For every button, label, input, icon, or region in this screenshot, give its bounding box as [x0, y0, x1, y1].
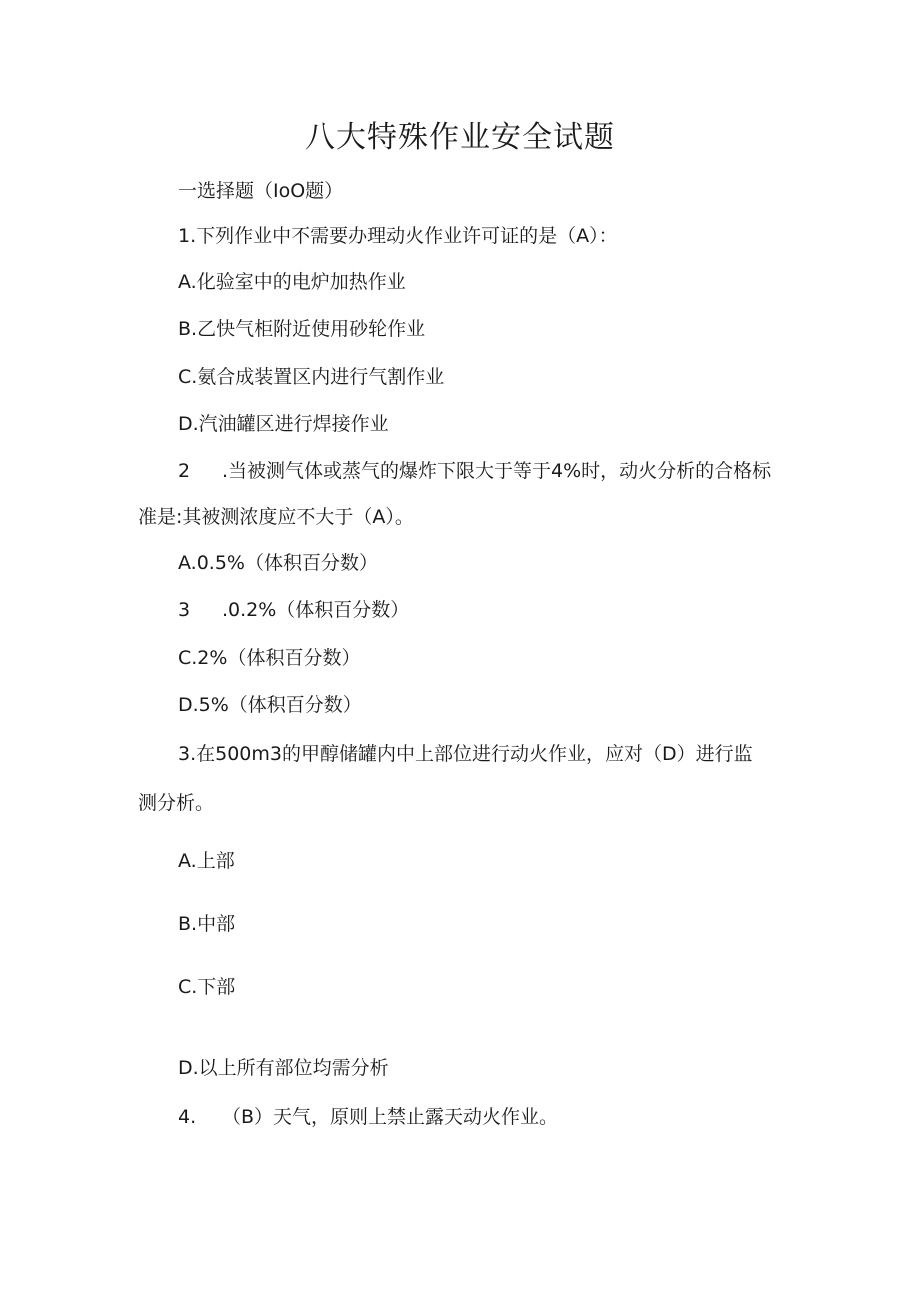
question-2-option-d: D.5%（体积百分数） [178, 694, 362, 716]
question-2-number: 2 [178, 460, 191, 482]
question-4-number: 4. [178, 1106, 197, 1128]
question-2-stem-line1 [178, 458, 771, 484]
question-3-option-d: D.以上所有部位均需分析 [178, 1057, 389, 1079]
question-1-stem: 1.下列作业中不需要办理动火作业许可证的是（A）： [178, 225, 618, 247]
question-2-option-a: A.0.5%（体积百分数） [178, 552, 378, 574]
question-2-option-b-text: .0.2%（体积百分数） [222, 599, 410, 621]
question-3-option-a: A.上部 [178, 850, 235, 872]
question-3-option-b: B.中部 [178, 913, 236, 935]
question-1-option-a: A.化验室中的电炉加热作业 [178, 271, 406, 293]
document-title: 八大特殊作业安全试题 [305, 120, 615, 155]
question-2-option-c: C.2%（体积百分数） [178, 647, 361, 669]
question-3-stem-line2: 测分析。 [138, 792, 215, 814]
question-3-stem-line1: 3.在500m3的甲醇储罐内中上部位进行动火作业，应对（D）进行监 [178, 743, 753, 765]
question-2-option-b [178, 597, 409, 623]
question-1-option-c: C.氨合成装置区内进行气割作业 [178, 366, 445, 388]
question-2-stem-line2: 准是:其被测浓度应不大于（A）。 [138, 506, 414, 528]
question-1-option-b: B.乙快气柜附近使用砂轮作业 [178, 318, 426, 340]
question-2-stem-text: .当被测气体或蒸气的爆炸下限大于等于4%时，动火分析的合格标 [222, 460, 772, 482]
question-4-stem-text: （B）天气，原则上禁止露天动火作业。 [222, 1106, 559, 1128]
section-heading: 一选择题（IoO题） [178, 180, 344, 202]
question-2-option-b-number: 3 [178, 599, 191, 621]
question-3-option-c: C.下部 [178, 976, 236, 998]
question-1-option-d: D.汽油罐区进行焊接作业 [178, 413, 389, 435]
question-4-stem [178, 1104, 558, 1130]
